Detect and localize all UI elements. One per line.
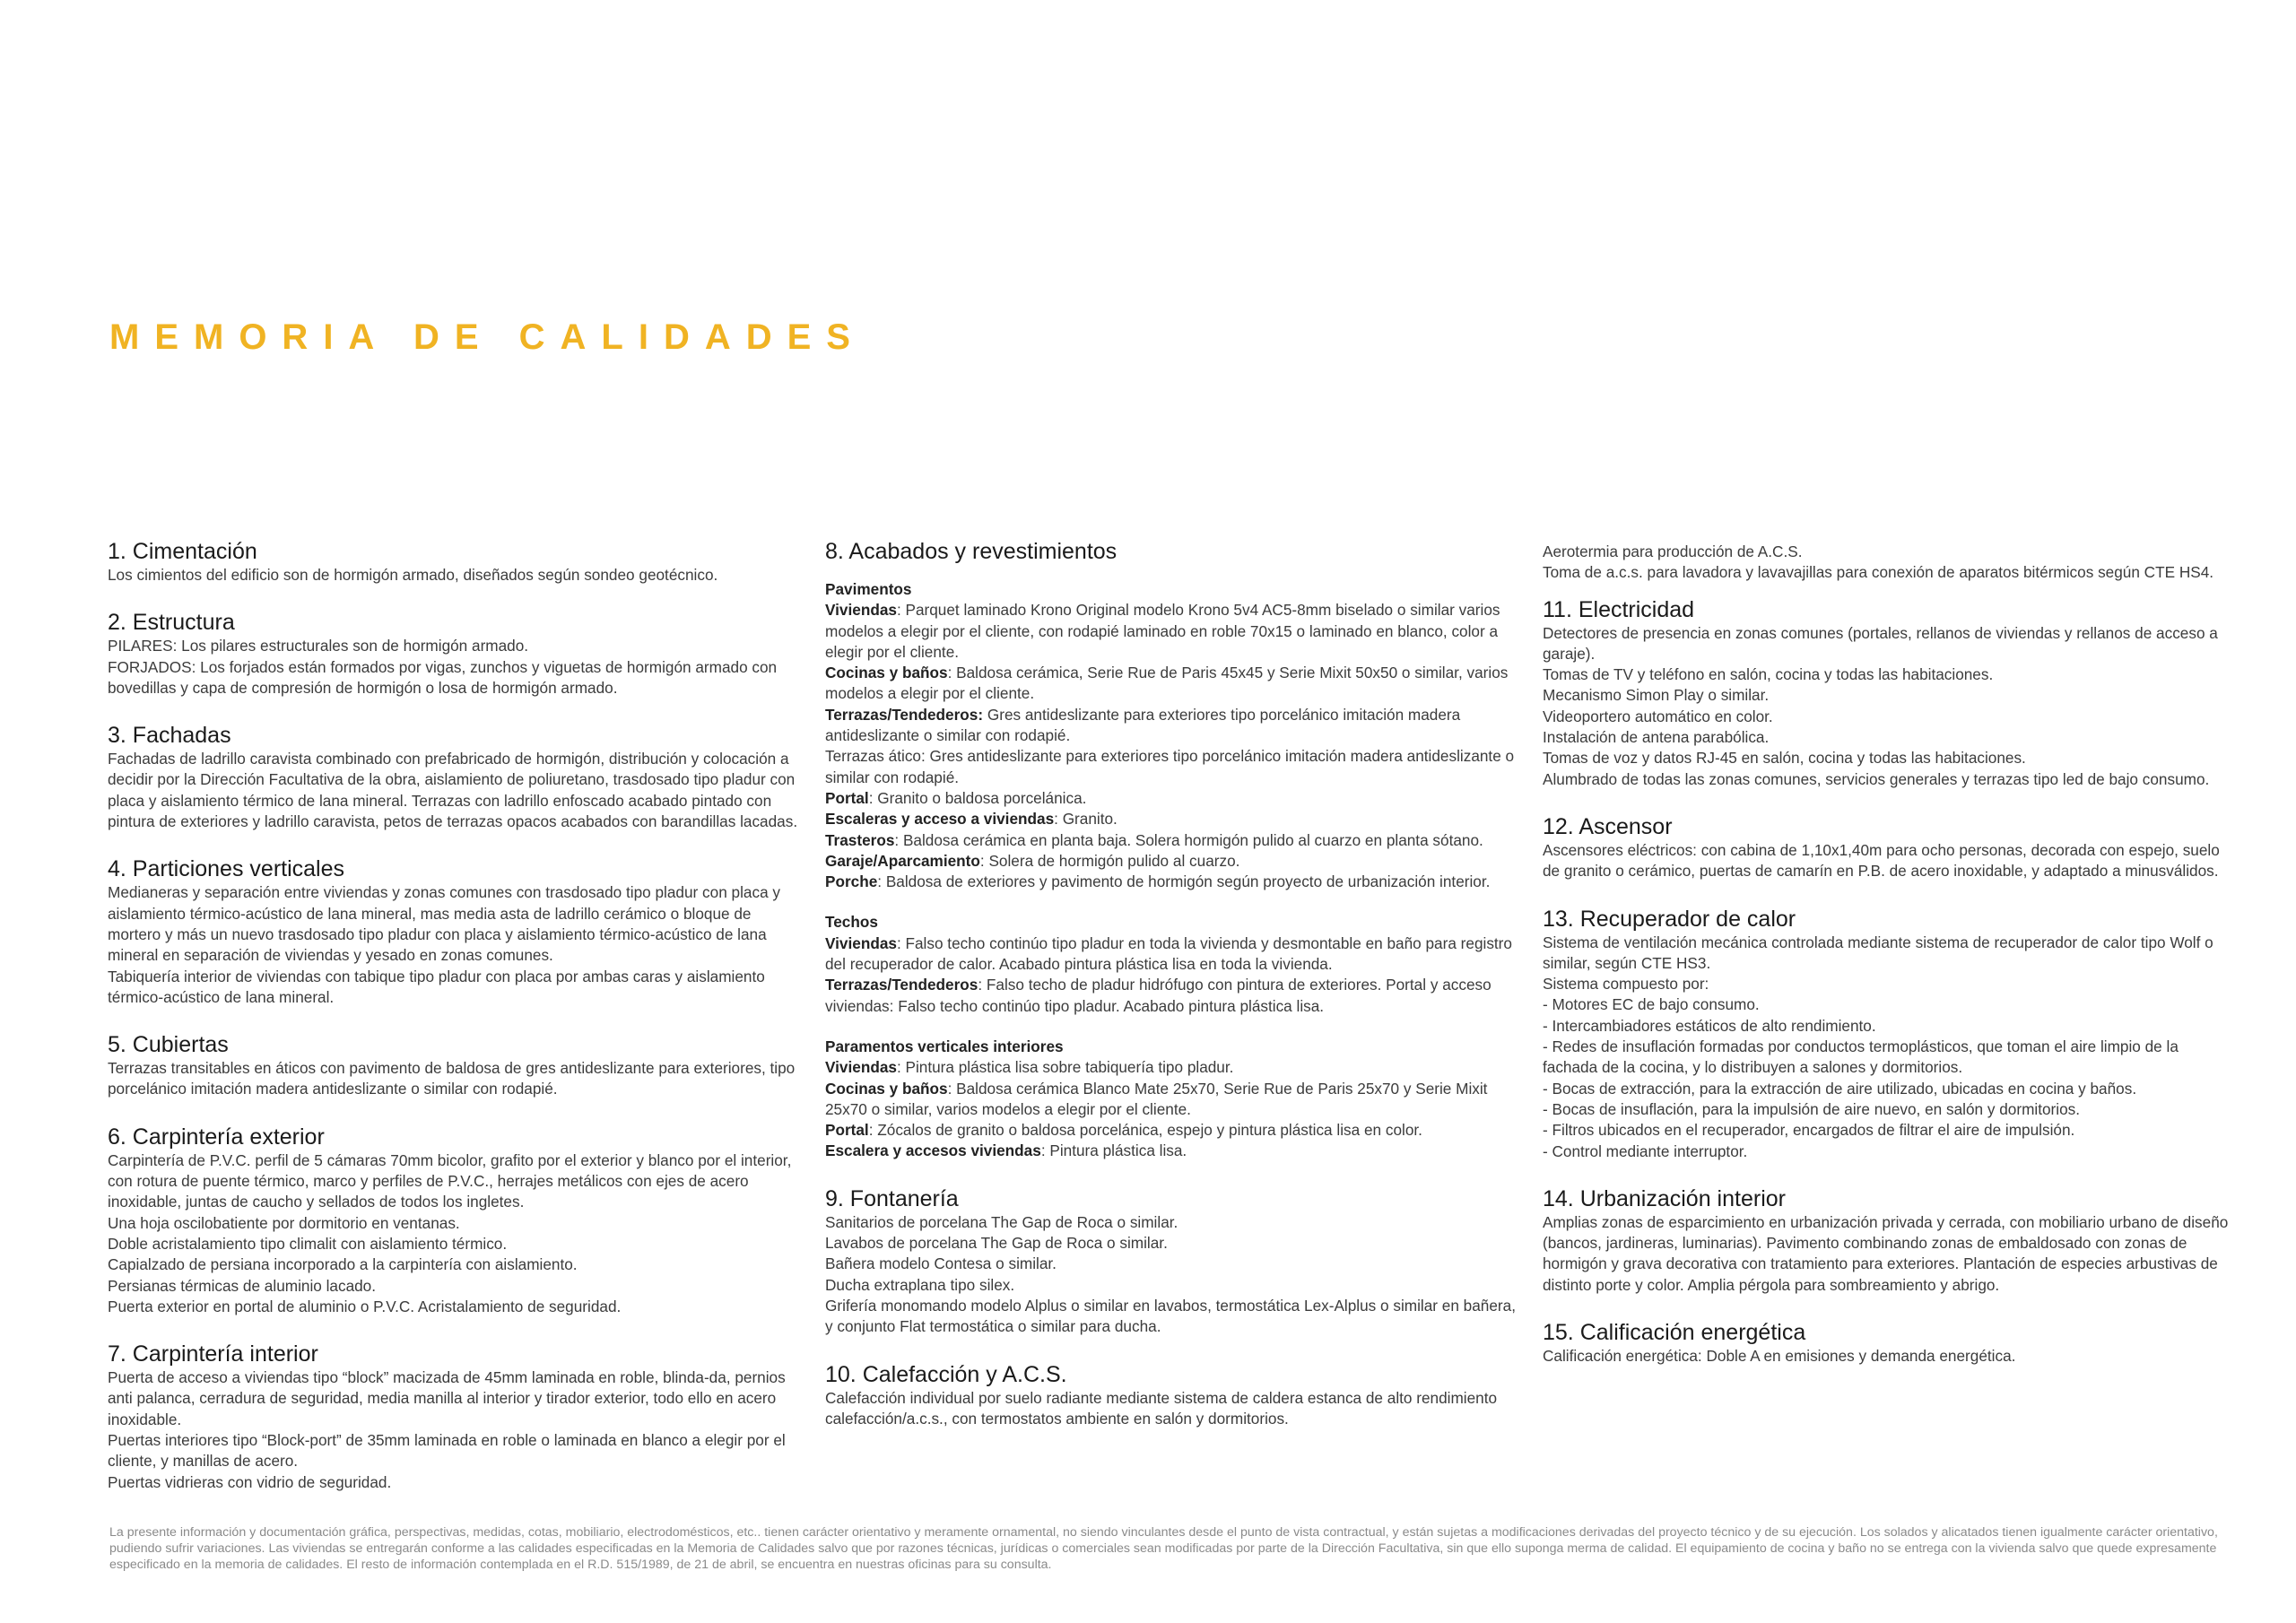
column-right-sections: [1543, 596, 2233, 1367]
section-heading: 4. Particiones verticales: [108, 856, 345, 882]
section-text: Aerotermia para producción de A.C.S.: [1543, 542, 1803, 560]
section: [108, 538, 798, 586]
section: [1543, 596, 2233, 790]
section-text: - Redes de insuflación formadas por conductos termoplásticos, que toman el aire limpio de la fachada de la cocina, y lo distribuyen a salones y dormitorios.: [1543, 1037, 2179, 1077]
item-value: Terrazas ático: Gres antideslizante para exteriores tipo porcelánico imitación madera antideslizante o similar con rodapié.: [825, 747, 1515, 786]
section-text: Capialzado de persiana incorporado a la carpintería con aislamiento.: [108, 1255, 578, 1274]
section-text: - Filtros ubicados en el recuperador, encargados de filtrar el aire de impulsión.: [1543, 1121, 2075, 1140]
item-value: Gres antideslizante para exteriores tipo porcelánico imitación madera antideslizante o similar con rodapié.: [825, 705, 1461, 745]
item-text: [825, 809, 1516, 829]
section-text: Sistema compuesto por:: [1543, 975, 1709, 994]
section-text: Puerta exterior en portal de aluminio o P.V.C. Acristalamiento de seguridad.: [108, 1297, 622, 1315]
item-value: : Baldosa de exteriores y pavimento de hormigón según proyecto de urbanización interior.: [877, 872, 1491, 891]
section-text: Mecanismo Simon Play o similar.: [1543, 686, 1770, 705]
column-middle: [825, 538, 1516, 1453]
section-text: Instalación de antena parabólica.: [1543, 728, 1770, 747]
section-heading: 7. Carpintería interior: [108, 1341, 318, 1367]
section: [825, 1361, 1516, 1430]
section-text: Puertas interiores tipo “Block-port” de 35mm laminada en roble o laminada en blanco a elegir por el cliente, y manillas de acero.: [108, 1431, 786, 1471]
section-heading: 6. Carpintería exterior: [108, 1124, 325, 1150]
legal-disclaimer: La presente información y documentación gráfica, perspectivas, medidas, cotas, mobiliario, electrodomésticos, etc.. tienen carácter orientativo y meramente ornamental, no siendo vinculantes desde el punto de vista contractual, y están sujetas a modificaciones derivadas del proyecto técnico y de su ejecución. Los solados y alicatados tienen igualmente carácter orientativo, pudiendo sufrir variaciones. Las viviendas se entregarán conforme a las calidades especificadas en la Memoria de Calidades salvo que por razones técnicas, jurídicas o comerciales sean modificadas por parte de la Dirección Facultativa, sin que ello suponga merma de calidad. El equipamiento de cocina y baño no se entrega con la vivienda salvo que quede expresamente especificado en la memoria de calidades. El resto de información contemplada en el R.D. 515/1989, de 21 de abril, se encuentra en nuestras oficinas para su consulta.: [109, 1525, 2218, 1572]
item-value: : Baldosa cerámica, Serie Rue de Paris 45x45 y Serie Mixit 50x50 o similar, varios modelos a elegir por el cliente.: [825, 664, 1509, 703]
section-text: Una hoja oscilobatiente por dormitorio en ventanas.: [108, 1213, 460, 1232]
item-value: : Baldosa cerámica en planta baja. Solera hormigón pulido al cuarzo en planta sótano.: [894, 830, 1483, 849]
item-text: [825, 1057, 1516, 1078]
section-text: PILARES: Los pilares estructurales son de hormigón armado.: [108, 637, 529, 655]
section: [108, 609, 798, 699]
item-label: Cocinas y baños: [825, 664, 948, 682]
item-label: Terrazas/Tendederos:: [825, 705, 984, 724]
subsection-heading: Pavimentos: [825, 580, 912, 598]
section-text: Sanitarios de porcelana The Gap de Roca o similar.: [825, 1212, 1178, 1231]
section-heading: 15. Calificación energética: [1543, 1320, 1806, 1346]
section-heading: 11. Electricidad: [1543, 596, 1695, 622]
section-text: Grifería monomando modelo Alplus o similar en lavabos, termostática Lex-Alplus o similar en bañera, y conjunto Flat termostática o similar para ducha.: [825, 1296, 1516, 1336]
section-heading: 2. Estructura: [108, 610, 235, 636]
section-text: Tomas de TV y teléfono en salón, cocina y todas las habitaciones.: [1543, 665, 1994, 684]
item-label: Cocinas y baños: [825, 1079, 948, 1098]
section-text: Doble acristalamiento tipo climalit con aislamiento térmico.: [108, 1234, 508, 1253]
acabados-groups: [825, 579, 1516, 1162]
section-text: Carpintería de P.V.C. perfil de 5 cámaras 70mm bicolor, grafito por el exterior y blanco por el interior, con rotura de puente térmico, marco y perfiles de P.V.C., herrajes metálicos con ejes de acero inoxidable, juntas de caucho y sellados de todos los ingletes.: [108, 1150, 792, 1211]
item-value: : Granito.: [1054, 810, 1118, 829]
item-value: : Zócalos de granito o baldosa porcelánica, espejo y pintura plástica lisa en color.: [868, 1121, 1422, 1140]
section-text: - Bocas de insuflación, para la impulsión de aire nuevo, en salón y dormitorios.: [1543, 1099, 2081, 1118]
item-label: Escaleras y acceso a viviendas: [825, 810, 1055, 829]
section-text: - Intercambiadores estáticos de alto rendimiento.: [1543, 1016, 1876, 1035]
section-aerotermia: [1543, 542, 2233, 584]
section-heading: 13. Recuperador de calor: [1543, 906, 1796, 932]
section: [1543, 906, 2233, 1162]
section-text: Alumbrado de todas las zonas comunes, servicios generales y terrazas tipo led de bajo consumo.: [1543, 769, 2210, 788]
section-heading: 14. Urbanización interior: [1543, 1185, 1786, 1211]
item-label: Viviendas: [825, 601, 897, 620]
section-heading: 1. Cimentación: [108, 539, 257, 564]
section-text: Sistema de ventilación mecánica controlada mediante sistema de recuperador de calor tipo Wolf o similar, según CTE HS3.: [1543, 933, 2213, 972]
item-text: [825, 663, 1516, 705]
section-text: Tabiquería interior de viviendas con tabique tipo pladur con placa por ambas caras y aislamiento térmico-acústico de lana mineral.: [108, 967, 765, 1006]
item-value: : Granito o baldosa porcelánica.: [868, 788, 1087, 807]
section-text: Terrazas transitables en áticos con pavimento de baldosa de gres antideslizante para exteriores, tipo porcelánico imitación madera antideslizante o similar con rodapié.: [108, 1059, 796, 1098]
item-text: [825, 830, 1516, 851]
section-text: Detectores de presencia en zonas comunes (portales, rellanos de viviendas y rellanos de acceso a garaje).: [1543, 623, 2218, 663]
section-text: Puerta de acceso a viviendas tipo “block” macizada de 45mm laminada en roble, blinda-da, pernios anti palanca, cerradura de seguridad, media manilla al interior y tirador exterior, todo ello en acero inoxidable.: [108, 1368, 786, 1428]
item-text: [825, 975, 1516, 1017]
section: [108, 722, 798, 832]
section-text: Medianeras y separación entre viviendas y zonas comunes con trasdosado tipo pladur con placa y aislamiento térmico-acústico de lana mineral, mas media asta de ladrillo cerámico o bloque de mortero y más un nuevo trasdosado tipo pladur con placa y aislamiento térmico-acústico de lana mineral en separación de viviendas y yesado en zonas comunes.: [108, 883, 780, 965]
section-text: Calefacción individual por suelo radiante mediante sistema de caldera estanca de alto rendimiento calefacción/a.c.s., con termostatos ambiente en salón y dormitorios.: [825, 1388, 1498, 1428]
section-heading: 5. Cubiertas: [108, 1032, 229, 1058]
subsection: [825, 1037, 1516, 1162]
section-text: - Motores EC de bajo consumo.: [1543, 995, 1760, 1014]
section-text: FORJADOS: Los forjados están formados por vigas, zunchos y viguetas de hormigón armado con bovedillas y capa de compresión de hormigón o losa de hormigón armado.: [108, 657, 778, 697]
subsection: [825, 912, 1516, 1016]
item-label: Garaje/Aparcamiento: [825, 851, 980, 870]
item-label: Portal: [825, 788, 869, 807]
section-text: Bañera modelo Contesa o similar.: [825, 1254, 1057, 1273]
item-value: : Falso techo continúo tipo pladur en toda la vivienda y desmontable en baño para registro del recuperador de calor. Acabado pintura plástica lisa en toda la vivienda.: [825, 933, 1512, 974]
column-middle-rest: [825, 1185, 1516, 1429]
item-value: : Baldosa cerámica Blanco Mate 25x70, Serie Rue de Paris 25x70 y Serie Mixit 25x70 o similar, varios modelos a elegir por el cliente.: [825, 1079, 1488, 1118]
subsection: [825, 579, 1516, 892]
item-text: [825, 1141, 1516, 1161]
section: [108, 855, 798, 1008]
page-title: MEMORIA DE CALIDADES: [109, 317, 865, 357]
section: [1543, 1185, 2233, 1296]
item-text: [825, 705, 1516, 747]
item-text: [825, 600, 1516, 663]
section-heading: 10. Calefacción y A.C.S.: [825, 1361, 1067, 1387]
section-text: Puertas vidrieras con vidrio de seguridad.: [108, 1472, 392, 1491]
section-text: - Bocas de extracción, para la extracción de aire utilizado, ubicadas en cocina y baños.: [1543, 1079, 2137, 1098]
section: [1543, 813, 2233, 882]
item-label: Porche: [825, 872, 878, 891]
section-heading: 8. Acabados y revestimientos: [825, 539, 1118, 564]
section: [108, 1031, 798, 1100]
section-text: Tomas de voz y datos RJ-45 en salón, cocina y todas las habitaciones.: [1543, 749, 2026, 768]
section-text: Toma de a.c.s. para lavadora y lavavajillas para conexión de aparatos bitérmicos según CTE HS4.: [1543, 563, 2214, 582]
item-label: Viviendas: [825, 933, 897, 952]
item-text: [825, 933, 1516, 976]
section-text: Lavabos de porcelana The Gap de Roca o similar.: [825, 1234, 1168, 1253]
item-label: Portal: [825, 1121, 869, 1140]
section-heading: 3. Fachadas: [108, 723, 231, 749]
item-value: : Pintura plástica lisa.: [1040, 1141, 1187, 1160]
section-text: Fachadas de ladrillo caravista combinado con prefabricado de hormigón, distribución y colocación a decidir por la Dirección Facultativa de la obra, aislamiento de poliuretano, trasdosado tipo pladur con placa y aislamiento térmico de lana mineral. Terrazas con ladrillo enfoscado acabado pintado con pintura de exteriores y ladrillo caravista, petos de terrazas opacos acabados con barandillas lacadas.: [108, 750, 798, 831]
item-value: : Solera de hormigón pulido al cuarzo.: [979, 851, 1240, 870]
section-text: Amplias zonas de esparcimiento en urbanización privada y cerrada, con mobiliario urbano de diseño (bancos, jardineras, luminarias). Pavimento combinando zonas de embaldosado con zonas de hormigón y grava decorativa con tratamiento para exteriores. Plantación de especies arbustivas de distinto porte y color. Amplia pérgola para sombreamiento y abrigo.: [1543, 1212, 2229, 1294]
section-text: - Control mediante interruptor.: [1543, 1141, 1748, 1160]
item-value: : Parquet laminado Krono Original modelo Krono 5v4 AC5-8mm biselado o similar varios modelos a elegir por el cliente, con rodapié laminado en roble 70x15 o laminado en blanco, color a elegir por el cliente.: [825, 601, 1500, 661]
section-text: Los cimientos del edificio son de hormigón armado, diseñados según sondeo geotécnico.: [108, 566, 718, 584]
item-text: [825, 746, 1516, 788]
item-text: [825, 851, 1516, 872]
column-right: [1543, 542, 2233, 1390]
section: [108, 1124, 798, 1317]
item-text: [825, 788, 1516, 809]
section-heading: 12. Ascensor: [1543, 813, 1673, 839]
column-left: [108, 538, 798, 1516]
item-label: Viviendas: [825, 1058, 897, 1077]
item-label: Terrazas/Tendederos: [825, 976, 978, 994]
item-text: [825, 1120, 1516, 1141]
item-value: : Falso techo de pladur hidrófugo con pintura de exteriores. Portal y acceso viviendas: Falso techo continúo tipo pladur. Acabado pintura plástica lisa.: [825, 976, 1492, 1015]
section-text: Ascensores eléctricos: con cabina de 1,10x1,40m para ocho personas, decorada con espejo, suelo de granito o cerámico, puertas de camarín en P.B. de acero inoxidable, y adaptado a minusválidos.: [1543, 840, 2220, 881]
subsection-heading: Techos: [825, 913, 878, 932]
item-text: [825, 872, 1516, 892]
section-text: Videoportero automático en color.: [1543, 707, 1773, 725]
item-label: Escalera y accesos viviendas: [825, 1141, 1041, 1160]
section: [108, 1341, 798, 1493]
section: [1543, 1319, 2233, 1367]
section: [825, 1185, 1516, 1338]
section-heading: 9. Fontanería: [825, 1185, 959, 1211]
section-text: Calificación energética: Doble A en emisiones y demanda energética.: [1543, 1347, 2016, 1366]
section-text: Persianas térmicas de aluminio lacado.: [108, 1276, 377, 1295]
subsection-heading: Paramentos verticales interiores: [825, 1037, 1064, 1055]
item-text: [825, 1079, 1516, 1121]
section-acabados: [825, 538, 1516, 1162]
item-label: Trasteros: [825, 830, 895, 849]
section-text: Ducha extraplana tipo silex.: [825, 1275, 1015, 1294]
item-value: : Pintura plástica lisa sobre tabiquería tipo pladur.: [896, 1058, 1234, 1077]
